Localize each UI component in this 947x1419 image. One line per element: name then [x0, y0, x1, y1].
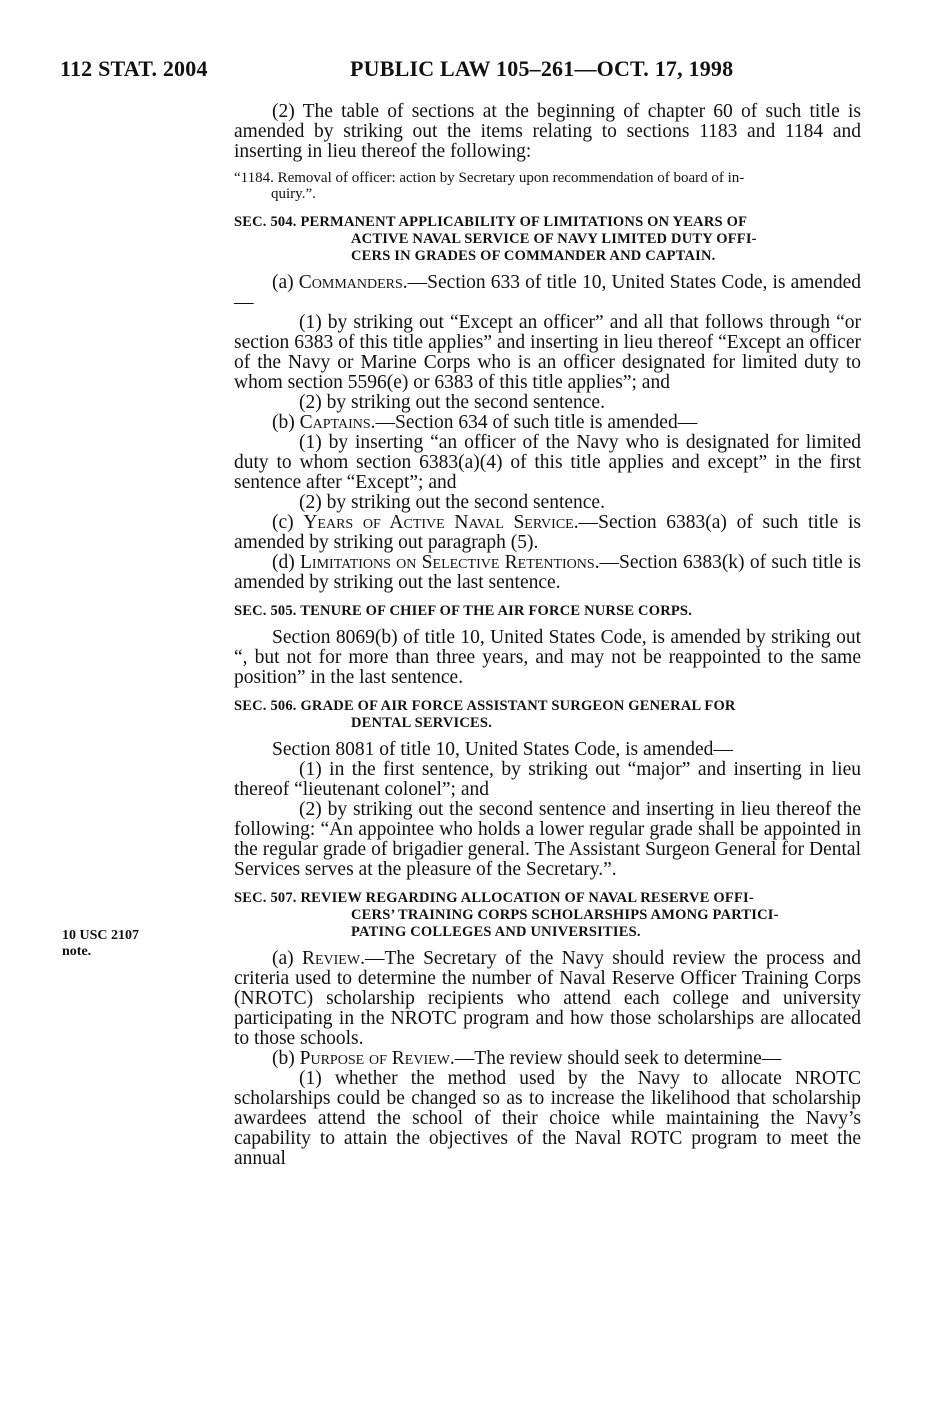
section-505-heading: SEC. 505. TENURE OF CHIEF OF THE AIR FORCE NURSE CORPS. [234, 603, 693, 619]
subsection-a-commanders: (a) Commanders.—Section 633 of title 10, United States Code, is amended— [234, 272, 861, 313]
table-item-line: “1184. Removal of officer: action by Secretary upon recommendation of board of in- [234, 170, 745, 186]
section-504-heading: SEC. 504. PERMANENT APPLICABILITY OF LIMITATIONS ON YEARS OF ACTIVE NAVAL SERVICE OF NAVY LIMITED DUTY OFFI- CERS IN GRADES OF COMMANDER AND CAPTAIN. [234, 214, 757, 264]
section-505-text: Section 8069(b) of title 10, United States Code, is amended by striking out “, but not for more than three years, and may not be reappointed to the same position” in the last sentence. [234, 627, 861, 688]
section-506-paragraph-2: (2) by striking out the second sentence and inserting in lieu thereof the following: “An appointee who holds a lower regular grade shall be appointed in the regular grade of brigadier general. The Assistant Surgeon General for Dental Services serves at the pleasure of the Secretary.”. [234, 799, 861, 880]
subsection-b-purpose: (b) Purpose of Review.—The review should seek to determine— [272, 1048, 782, 1069]
public-law-citation: PUBLIC LAW 105–261—OCT. 17, 1998 [350, 56, 734, 81]
margin-note-line: note. [62, 944, 92, 959]
subsection-a-review: (a) Review.—The Secretary of the Navy should review the process and criteria used to determine the number of Naval Reserve Officer Training Corps (NROTC) scholarship recipients who attend each college and university participating in the NROTC program and how those scholarships are allocated to those schools. [234, 948, 861, 1049]
section-507-heading: SEC. 507. REVIEW REGARDING ALLOCATION OF NAVAL RESERVE OFFI- CERS’ TRAINING CORPS SCHOLARSHIPS AMONG PARTICI- PATING COLLEGES AND UNIVERSITIES. [234, 890, 779, 940]
paragraph-b2: (2) by striking out the second sentence. [299, 492, 605, 513]
paragraph-a1: (1) by striking out “Except an officer” and all that follows through “or section 6383 of this title applies” and inserting in lieu thereof “Except an officer of the Navy or Marine Corps who is an officer designated for limited duty to whom section 5596(e) or 6383 of this title applies”; and [234, 312, 861, 393]
paragraph-b1: (1) by inserting “an officer of the Navy who is designated for limited duty to whom section 6383(a)(4) of this title applies and except” in the first sentence after “Except”; and [234, 432, 861, 493]
section-506-text: Section 8081 of title 10, United States Code, is amended— [272, 739, 733, 760]
table-item-line: quiry.”. [271, 186, 316, 202]
subsection-b-captains: (b) Captains.—Section 634 of such title is amended— [272, 412, 698, 433]
section-506-heading: SEC. 506. GRADE OF AIR FORCE ASSISTANT SURGEON GENERAL FOR DENTAL SERVICES. [234, 698, 736, 731]
subsection-c-years: (c) Years of Active Naval Service.—Section 6383(a) of such title is amended by striking out paragraph (5). [234, 512, 861, 553]
section-506-paragraph-1: (1) in the first sentence, by striking out “major” and inserting in lieu thereof “lieutenant colonel”; and [234, 759, 861, 800]
intro-paragraph: (2) The table of sections at the beginning of chapter 60 of such title is amended by striking out the items relating to sections 1183 and 1184 and inserting in lieu thereof the following: [234, 101, 861, 162]
margin-note [62, 928, 202, 960]
margin-note-line: 10 USC 2107 [62, 928, 140, 943]
document-body [234, 102, 861, 1169]
statute-citation: 112 STAT. 2004 [60, 56, 208, 81]
paragraph-a2: (2) by striking out the second sentence. [299, 392, 605, 413]
table-of-sections-item [234, 170, 861, 202]
paragraph-507-b1: (1) whether the method used by the Navy to allocate NROTC scholarships could be changed so as to increase the likelihood that scholarship awardees attend the school of their choice while maintaining the Navy’s capability to attain the objectives of the Naval ROTC program to meet the annual [234, 1068, 861, 1169]
subsection-d-limitations: (d) Limitations on Selective Retentions.—Section 6383(k) of such title is amended by striking out the last sentence. [234, 552, 861, 593]
